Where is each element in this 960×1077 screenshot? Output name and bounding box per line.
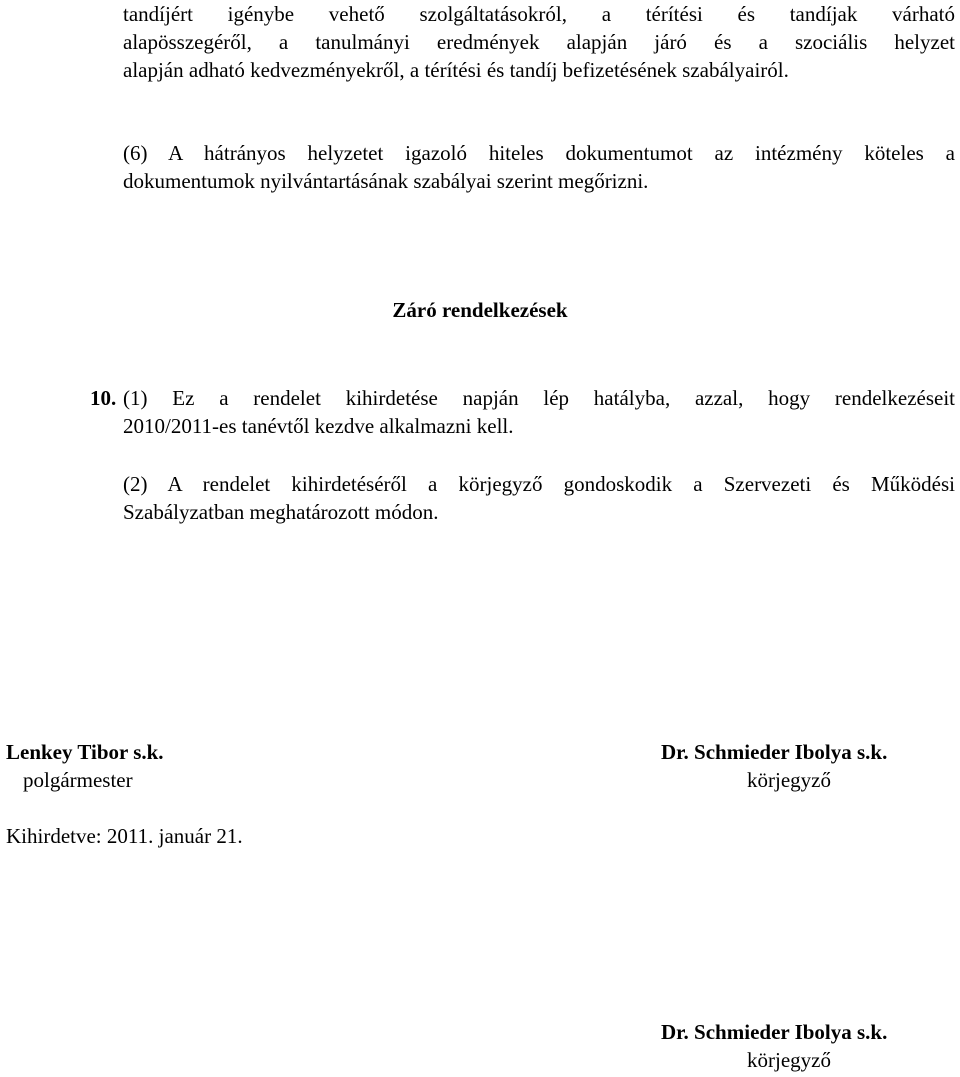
- paragraph-6-line-2: dokumentumok nyilvántartásának szabályai szerint megőrizni.: [123, 169, 649, 193]
- paragraph-top-line-1: tandíjért igénybe vehető szolgáltatásokról, a térítési és tandíjak várható: [123, 2, 955, 26]
- notary-signature-name: Dr. Schmieder Ibolya s.k.: [661, 740, 888, 764]
- section-10-para-2-line-1: (2) A rendelet kihirdetéséről a körjegyző gondoskodik a Szervezeti és Működési: [123, 472, 955, 496]
- section-heading: Záró rendelkezések: [392, 298, 568, 322]
- bottom-signature-name: Dr. Schmieder Ibolya s.k.: [661, 1020, 888, 1044]
- notary-signature-title: körjegyző: [747, 768, 831, 792]
- paragraph-top-line-2: alapösszegéről, a tanulmányi eredmények alapján járó és a szociális helyzet: [123, 30, 955, 54]
- section-10-para-1-line-2: 2010/2011-es tanévtől kezdve alkalmazni kell.: [123, 414, 514, 438]
- paragraph-6-line-1: (6) A hátrányos helyzetet igazoló hiteles dokumentumot az intézmény köteles a: [123, 141, 955, 165]
- promulgation-date: Kihirdetve: 2011. január 21.: [6, 824, 243, 848]
- section-10-para-1-line-1: (1) Ez a rendelet kihirdetése napján lép hatályba, azzal, hogy rendelkezéseit: [123, 386, 955, 410]
- bottom-signature-title: körjegyző: [747, 1048, 831, 1072]
- mayor-signature-name: Lenkey Tibor s.k.: [6, 740, 164, 764]
- paragraph-top-line-3: alapján adható kedvezményekről, a térítési és tandíj befizetésének szabályairól.: [123, 58, 789, 82]
- mayor-signature-title: polgármester: [23, 768, 133, 792]
- section-10-para-2-line-2: Szabályzatban meghatározott módon.: [123, 500, 439, 524]
- section-number: 10.: [90, 386, 117, 410]
